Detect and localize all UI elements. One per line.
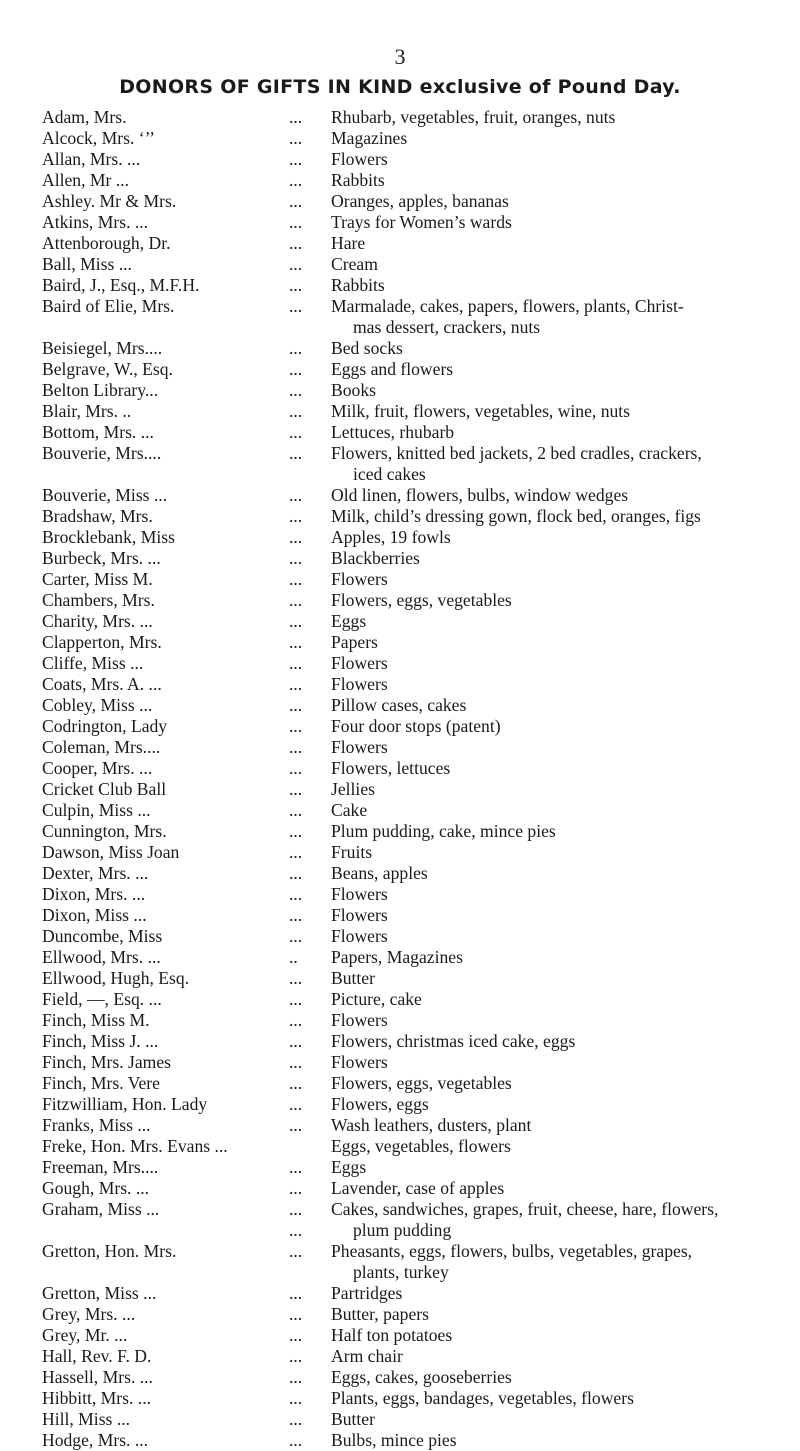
gift-description: Blackberries xyxy=(331,548,420,568)
gift-description: Magazines xyxy=(331,128,408,148)
donor-name: Ashley. Mr & Mrs. xyxy=(42,191,177,211)
leader-dots: ... xyxy=(289,296,303,316)
donor-name: Hodge, Mrs. ... xyxy=(42,1430,149,1450)
donor-name: Hill, Miss ... xyxy=(42,1409,130,1429)
leader-dots: ... xyxy=(289,695,303,715)
donor-name: Beisiegel, Mrs.... xyxy=(42,338,163,358)
donor-name: Fitzwilliam, Hon. Lady xyxy=(42,1094,208,1114)
leader-dots: ... xyxy=(289,863,303,883)
gift-description: Four door stops (patent) xyxy=(331,716,501,736)
gift-description: Milk, fruit, flowers, vegetables, wine, nuts xyxy=(331,401,631,421)
donor-entry xyxy=(42,359,782,380)
donor-entry xyxy=(42,527,782,548)
gift-description: Picture, cake xyxy=(331,989,422,1009)
donor-name: Allen, Mr ... xyxy=(42,170,129,190)
donor-entry xyxy=(42,842,782,863)
donor-name: Chambers, Mrs. xyxy=(42,590,155,610)
donor-entry xyxy=(42,884,782,905)
donor-entry xyxy=(42,149,782,170)
gift-description-continuation: iced cakes xyxy=(353,464,426,484)
donor-entry xyxy=(42,1136,782,1157)
page-heading: DONORS OF GIFTS IN KIND exclusive of Pound Day. xyxy=(119,76,681,98)
gift-description: Eggs xyxy=(331,611,367,631)
donor-entry xyxy=(42,674,782,695)
leader-dots: ... xyxy=(289,1325,303,1345)
donor-entry xyxy=(42,191,782,212)
donor-name-spacer xyxy=(42,317,289,338)
gift-description: Rhubarb, vegetables, fruit, oranges, nuts xyxy=(331,107,616,127)
leader-dots: ... xyxy=(289,485,303,505)
leader-dots: ... xyxy=(289,779,303,799)
donor-entry xyxy=(42,107,782,128)
gift-description: Flowers, christmas iced cake, eggs xyxy=(331,1031,576,1051)
leader-dots: ... xyxy=(289,422,303,442)
gift-description: Bed socks xyxy=(331,338,403,358)
gift-description: Fruits xyxy=(331,842,373,862)
leader-dots: ... xyxy=(289,989,303,1009)
donor-entry xyxy=(42,128,782,149)
page-number: 3 xyxy=(394,44,406,69)
donor-name: Dixon, Mrs. ... xyxy=(42,884,146,904)
donor-name: Adam, Mrs. xyxy=(42,107,127,127)
donor-entry xyxy=(42,1073,782,1094)
leader-dots: ... xyxy=(289,842,303,862)
donor-entry xyxy=(42,380,782,401)
donor-name: Carter, Miss M. xyxy=(42,569,153,589)
leader-dots xyxy=(289,1262,331,1283)
leader-dots: ... xyxy=(289,1073,303,1093)
donor-name: Grey, Mrs. ... xyxy=(42,1304,136,1324)
donor-name-spacer xyxy=(42,464,289,485)
leader-dots: ... xyxy=(289,401,303,421)
leader-dots: ... xyxy=(289,1367,303,1387)
donor-entry xyxy=(42,548,782,569)
donor-name: Culpin, Miss ... xyxy=(42,800,151,820)
gift-description: Flowers xyxy=(331,569,388,589)
donor-entry xyxy=(42,1388,782,1409)
leader-dots: ... xyxy=(289,548,303,568)
donor-entry xyxy=(42,590,782,611)
gift-description: Papers xyxy=(331,632,378,652)
donor-entry xyxy=(42,233,782,254)
gift-description: Rabbits xyxy=(331,170,385,190)
leader-dots xyxy=(289,464,331,485)
leader-dots: ... xyxy=(289,233,303,253)
leader-dots: ... xyxy=(289,1010,303,1030)
gift-description: Cake xyxy=(331,800,368,820)
donor-entry xyxy=(42,905,782,926)
leader-dots: ... xyxy=(289,821,303,841)
gift-description: Eggs, cakes, gooseberries xyxy=(331,1367,512,1387)
gift-description: Half ton potatoes xyxy=(331,1325,453,1345)
donor-name: Charity, Mrs. ... xyxy=(42,611,153,631)
donor-name: Graham, Miss ... xyxy=(42,1199,160,1219)
gift-description: Old linen, flowers, bulbs, window wedges xyxy=(331,485,629,505)
donor-entry xyxy=(42,422,782,443)
donor-name: Baird of Elie, Mrs. xyxy=(42,296,175,316)
donor-name: Alcock, Mrs. ‘’’ xyxy=(42,128,156,148)
gift-description: Butter xyxy=(331,968,375,988)
donor-name: Burbeck, Mrs. ... xyxy=(42,548,161,568)
gift-description: Flowers, lettuces xyxy=(331,758,451,778)
gift-description: Flowers, knitted bed jackets, 2 bed cradles, crackers, xyxy=(331,443,702,463)
leader-dots: ... xyxy=(289,527,303,547)
gift-description: Papers, Magazines xyxy=(331,947,463,967)
donor-name: Clapperton, Mrs. xyxy=(42,632,162,652)
donor-entry xyxy=(42,737,782,758)
donor-name: Finch, Miss M. xyxy=(42,1010,150,1030)
gift-description: Pheasants, eggs, flowers, bulbs, vegetables, grapes, xyxy=(331,1241,693,1261)
leader-dots xyxy=(289,1136,331,1157)
leader-dots: ... xyxy=(289,674,303,694)
gift-description: Flowers xyxy=(331,1052,388,1072)
gift-description: Trays for Women’s wards xyxy=(331,212,512,232)
gift-description: Wash leathers, dusters, plant xyxy=(331,1115,532,1135)
donor-name: Gretton, Miss ... xyxy=(42,1283,157,1303)
donor-entry xyxy=(42,1031,782,1052)
gift-description: Cakes, sandwiches, grapes, fruit, cheese, hare, flowers, xyxy=(331,1199,719,1219)
leader-dots: ... xyxy=(289,926,303,946)
donor-name: Freke, Hon. Mrs. Evans ... xyxy=(42,1136,228,1156)
donor-entry xyxy=(42,800,782,821)
donor-name: Finch, Mrs. James xyxy=(42,1052,172,1072)
gift-description: Marmalade, cakes, papers, flowers, plants, Christ- xyxy=(331,296,684,316)
donor-name: Hall, Rev. F. D. xyxy=(42,1346,152,1366)
donor-name: Coats, Mrs. A. ... xyxy=(42,674,162,694)
gift-description: Flowers, eggs xyxy=(331,1094,429,1114)
leader-dots: ... xyxy=(289,191,303,211)
leader-dots: ... xyxy=(289,611,303,631)
donor-name: Finch, Miss J. ... xyxy=(42,1031,159,1051)
donor-name: Cricket Club Ball xyxy=(42,779,167,799)
donor-name: Field, —, Esq. ... xyxy=(42,989,162,1009)
donor-name: Blair, Mrs. .. xyxy=(42,401,132,421)
gift-description: Flowers xyxy=(331,905,388,925)
leader-dots: ... xyxy=(289,737,303,757)
gift-description-continuation: plants, turkey xyxy=(353,1262,449,1282)
leader-dots: ... xyxy=(289,254,303,274)
gift-description: Flowers xyxy=(331,926,388,946)
donor-name: Dixon, Miss ... xyxy=(42,905,147,925)
donor-entry xyxy=(42,296,782,317)
donor-name: Bottom, Mrs. ... xyxy=(42,422,154,442)
gift-description: Flowers xyxy=(331,674,388,694)
donor-name: Allan, Mrs. ... xyxy=(42,149,141,169)
donor-entry xyxy=(42,1367,782,1388)
donor-name: Cooper, Mrs. ... xyxy=(42,758,153,778)
leader-dots: ... xyxy=(289,506,303,526)
donor-name: Franks, Miss ... xyxy=(42,1115,151,1135)
donor-name: Grey, Mr. ... xyxy=(42,1325,128,1345)
donor-name: Freeman, Mrs.... xyxy=(42,1157,159,1177)
gift-description: Cream xyxy=(331,254,378,274)
gift-description: Flowers xyxy=(331,737,388,757)
gift-description: Pillow cases, cakes xyxy=(331,695,467,715)
leader-dots: ... xyxy=(289,1241,303,1261)
leader-dots: ... xyxy=(289,716,303,736)
leader-dots: ... xyxy=(289,1199,303,1219)
leader-dots: ... xyxy=(289,968,303,988)
donor-name: Brocklebank, Miss xyxy=(42,527,175,547)
leader-dots: ... xyxy=(289,212,303,232)
gift-description: Flowers, eggs, vegetables xyxy=(331,1073,512,1093)
donor-entry xyxy=(42,947,782,968)
donor-entry xyxy=(42,716,782,737)
donor-entry-continuation xyxy=(42,317,782,338)
gift-description: Apples, 19 fowls xyxy=(331,527,451,547)
donor-name: Baird, J., Esq., M.F.H. xyxy=(42,275,200,295)
donor-list xyxy=(42,107,782,1451)
donor-entry xyxy=(42,968,782,989)
leader-dots xyxy=(289,317,331,338)
leader-dots: ... xyxy=(289,758,303,778)
leader-dots: ... xyxy=(289,443,303,463)
leader-dots: ... xyxy=(289,884,303,904)
gift-description: Flowers xyxy=(331,884,388,904)
donor-entry xyxy=(42,758,782,779)
donor-entry-continuation xyxy=(42,1262,782,1283)
leader-dots: ... xyxy=(289,800,303,820)
donor-entry xyxy=(42,1094,782,1115)
gift-description: Rabbits xyxy=(331,275,385,295)
leader-dots: ... xyxy=(289,590,303,610)
gift-description: Oranges, apples, bananas xyxy=(331,191,509,211)
donor-entry xyxy=(42,401,782,422)
donor-name: Ellwood, Hugh, Esq. xyxy=(42,968,190,988)
gift-description: Lettuces, rhubarb xyxy=(331,422,455,442)
donor-entry xyxy=(42,1199,782,1220)
donor-entry-continuation xyxy=(42,1220,782,1241)
donor-entry xyxy=(42,1346,782,1367)
gift-description: Eggs, vegetables, flowers xyxy=(331,1136,511,1156)
leader-dots: ... xyxy=(289,653,303,673)
donor-entry xyxy=(42,170,782,191)
donor-name: Bouverie, Mrs.... xyxy=(42,443,162,463)
leader-dots: ... xyxy=(289,569,303,589)
leader-dots: ... xyxy=(289,1031,303,1051)
leader-dots: ... xyxy=(289,632,303,652)
leader-dots: ... xyxy=(289,1115,303,1135)
donor-entry xyxy=(42,779,782,800)
donor-name: Cobley, Miss ... xyxy=(42,695,153,715)
donor-entry xyxy=(42,1325,782,1346)
donor-entry xyxy=(42,1052,782,1073)
donor-entry xyxy=(42,1430,782,1451)
gift-description-continuation: mas dessert, crackers, nuts xyxy=(353,317,541,337)
gift-description: Lavender, case of apples xyxy=(331,1178,505,1198)
leader-dots: ... xyxy=(289,107,303,127)
donor-name: Duncombe, Miss xyxy=(42,926,163,946)
gift-description: Eggs xyxy=(331,1157,367,1177)
donor-entry xyxy=(42,611,782,632)
donor-name: Cunnington, Mrs. xyxy=(42,821,167,841)
donor-entry xyxy=(42,1157,782,1178)
leader-dots: ... xyxy=(289,128,303,148)
gift-description: Hare xyxy=(331,233,366,253)
donor-name: Ball, Miss ... xyxy=(42,254,132,274)
gift-description: Flowers xyxy=(331,653,388,673)
donor-entry xyxy=(42,1010,782,1031)
donor-name: Finch, Mrs. Vere xyxy=(42,1073,160,1093)
gift-description: Flowers, eggs, vegetables xyxy=(331,590,512,610)
leader-dots: ... xyxy=(289,1283,303,1303)
donor-entry xyxy=(42,989,782,1010)
leader-dots: ... xyxy=(289,1220,303,1240)
donor-name: Hibbitt, Mrs. ... xyxy=(42,1388,151,1408)
leader-dots: ... xyxy=(289,170,303,190)
leader-dots: ... xyxy=(289,1157,303,1177)
donor-name: Bouverie, Miss ... xyxy=(42,485,168,505)
gift-description: Butter, papers xyxy=(331,1304,429,1324)
gift-description: Books xyxy=(331,380,376,400)
leader-dots: ... xyxy=(289,1094,303,1114)
donor-name: Belton Library... xyxy=(42,380,159,400)
gift-description: Plum pudding, cake, mince pies xyxy=(331,821,556,841)
donor-entry xyxy=(42,569,782,590)
leader-dots: ... xyxy=(289,1178,303,1198)
donor-entry xyxy=(42,338,782,359)
donor-entry-continuation xyxy=(42,464,782,485)
donor-name: Attenborough, Dr. xyxy=(42,233,171,253)
leader-dots: ... xyxy=(289,1388,303,1408)
gift-description: Milk, child’s dressing gown, flock bed, oranges, figs xyxy=(331,506,701,526)
gift-description: Partridges xyxy=(331,1283,403,1303)
donor-entry xyxy=(42,485,782,506)
leader-dots: ... xyxy=(289,905,303,925)
donor-entry xyxy=(42,1304,782,1325)
gift-description-continuation: plum pudding xyxy=(353,1220,452,1240)
leader-dots: ... xyxy=(289,1052,303,1072)
donor-name: Hassell, Mrs. ... xyxy=(42,1367,153,1387)
leader-dots: ... xyxy=(289,1304,303,1324)
donor-entry xyxy=(42,1409,782,1430)
donor-entry xyxy=(42,275,782,296)
donor-entry xyxy=(42,695,782,716)
gift-description: Flowers xyxy=(331,149,388,169)
donor-entry xyxy=(42,506,782,527)
donor-name: Dexter, Mrs. ... xyxy=(42,863,149,883)
donor-entry xyxy=(42,1283,782,1304)
gift-description: Eggs and flowers xyxy=(331,359,454,379)
donor-name: Codrington, Lady xyxy=(42,716,168,736)
donor-name: Coleman, Mrs.... xyxy=(42,737,161,757)
leader-dots: ... xyxy=(289,1346,303,1366)
donor-name: Cliffe, Miss ... xyxy=(42,653,144,673)
leader-dots: ... xyxy=(289,338,303,358)
donor-entry xyxy=(42,254,782,275)
leader-dots: .. xyxy=(289,947,298,967)
leader-dots: ... xyxy=(289,1409,303,1429)
gift-description: Beans, apples xyxy=(331,863,428,883)
leader-dots: ... xyxy=(289,275,303,295)
gift-description: Plants, eggs, bandages, vegetables, flowers xyxy=(331,1388,634,1408)
donor-name: Gough, Mrs. ... xyxy=(42,1178,150,1198)
gift-description: Butter xyxy=(331,1409,375,1429)
leader-dots: ... xyxy=(289,149,303,169)
donor-entry xyxy=(42,863,782,884)
donor-entry xyxy=(42,1178,782,1199)
donor-entry xyxy=(42,632,782,653)
donor-entry xyxy=(42,1115,782,1136)
donor-entry xyxy=(42,443,782,464)
donor-name: Ellwood, Mrs. ... xyxy=(42,947,161,967)
donor-entry xyxy=(42,926,782,947)
donor-name: Belgrave, W., Esq. xyxy=(42,359,173,379)
donor-name: Atkins, Mrs. ... xyxy=(42,212,149,232)
donor-entry xyxy=(42,821,782,842)
leader-dots: ... xyxy=(289,380,303,400)
gift-description: Flowers xyxy=(331,1010,388,1030)
donor-name-spacer xyxy=(42,1262,289,1283)
leader-dots: ... xyxy=(289,1430,303,1450)
donor-entry xyxy=(42,653,782,674)
gift-description: Jellies xyxy=(331,779,375,799)
donor-name: Dawson, Miss Joan xyxy=(42,842,180,862)
donor-name-spacer xyxy=(42,1220,289,1241)
donor-name: Gretton, Hon. Mrs. xyxy=(42,1241,177,1261)
donor-entry xyxy=(42,212,782,233)
gift-description: Bulbs, mince pies xyxy=(331,1430,457,1450)
leader-dots: ... xyxy=(289,359,303,379)
donor-name: Bradshaw, Mrs. xyxy=(42,506,153,526)
gift-description: Arm chair xyxy=(331,1346,403,1366)
